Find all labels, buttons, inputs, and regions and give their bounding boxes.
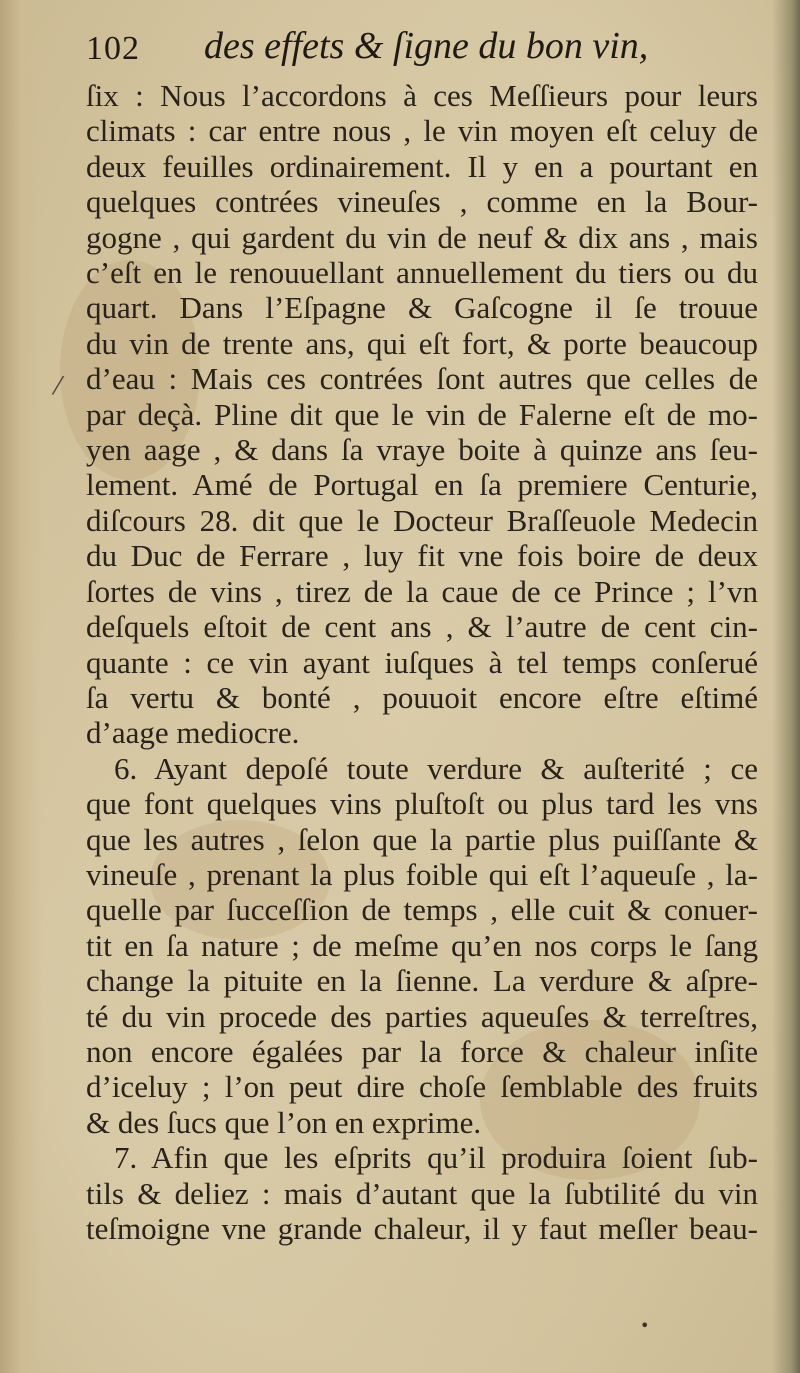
paragraph-end-line: d’aage mediocre. — [86, 715, 300, 751]
paragraph-end-line: & des ſucs que l’on en exprime. — [86, 1104, 482, 1140]
text-line: ſix : Nous l’accordons à ces Meſſieurs pour leurs — [86, 78, 758, 113]
text-line: tils & deliez : mais d’autant que la ſubtilité du vin — [86, 1175, 758, 1211]
text-line: change la pituite en la ſienne. La verdure & aſpre- — [86, 963, 758, 999]
running-head: des effets & ſigne du bon vin, — [204, 25, 649, 67]
text-line: yen aage , & dans ſa vraye boite à quinze ans ſeu- — [86, 432, 758, 468]
text-line: deſquels eſtoit de cent ans , & l’autre de cent cin- — [86, 609, 758, 645]
text-line: que font quelques vins pluſtoſt ou plus tard les vns — [86, 786, 758, 822]
page-header — [86, 22, 746, 74]
text-line: teſmoigne vne grande chaleur, il y faut meſler beau- — [86, 1211, 758, 1246]
text-line: que les autres , ſelon que la partie plus puiſſante & — [86, 821, 758, 857]
text-line: té du vin procede des parties aqueuſes & terreſtres, — [86, 998, 758, 1034]
body-text — [86, 78, 758, 1246]
text-line: gogne , qui gardent du vin de neuf & dix ans , mais — [86, 219, 758, 255]
text-line: d’eau : Mais ces contrées ſont autres que celles de — [86, 361, 758, 397]
text-line: c’eſt en le renouuellant annuellement du tiers ou du — [86, 255, 758, 291]
text-line: climats : car entre nous , le vin moyen eſt celuy de — [86, 113, 758, 149]
text-line: quart. Dans l’Eſpagne & Gaſcogne il ſe trouue — [86, 290, 758, 326]
paragraph-start-line: 7. Afin que les eſprits qu’il produira ſoient ſub- — [114, 1140, 758, 1176]
paragraph-start-line: 6. Ayant depoſé toute verdure & auſterité ; ce — [114, 750, 758, 786]
text-line: du Duc de Ferrare , luy fit vne fois boire de deux — [86, 538, 758, 574]
text-line: tit en ſa nature ; de meſme qu’en nos corps le ſang — [86, 927, 758, 963]
page-number: 102 — [86, 30, 140, 67]
text-line: du vin de trente ans, qui eſt fort, & porte beaucoup — [86, 325, 758, 361]
text-line: ſa vertu & bonté , pouuoit encore eſtre eſtimé — [86, 679, 758, 715]
text-line: par deçà. Pline dit que le vin de Falerne eſt de mo- — [86, 396, 758, 432]
text-line: diſcours 28. dit que le Docteur Braſſeuole Medecin — [86, 502, 758, 538]
page-edge-shadow — [772, 0, 800, 1373]
margin-mark: ⁄ — [56, 372, 61, 400]
text-line: non encore égalées par la force & chaleur inſite — [86, 1033, 758, 1069]
text-line: ſortes de vins , tirez de la caue de ce Prince ; l’vn — [86, 573, 758, 609]
text-line: quante : ce vin ayant iuſques à tel temps conſerué — [86, 644, 758, 680]
text-line: quelques contrées vineuſes , comme en la Bour- — [86, 184, 758, 220]
text-line: quelle par ſucceſſion de temps , elle cuit & conuer- — [86, 892, 758, 928]
text-line: d’iceluy ; l’on peut dire choſe ſemblable des fruits — [86, 1069, 758, 1105]
text-line: lement. Amé de Portugal en ſa premiere Centurie, — [86, 467, 758, 503]
page-gutter-shadow — [0, 0, 42, 1373]
text-line: deux feuilles ordinairement. Il y en a pourtant en — [86, 148, 758, 184]
footer-mark: • — [640, 1316, 650, 1335]
text-line: vineuſe , prenant la plus foible qui eſt l’aqueuſe , la- — [86, 856, 758, 892]
